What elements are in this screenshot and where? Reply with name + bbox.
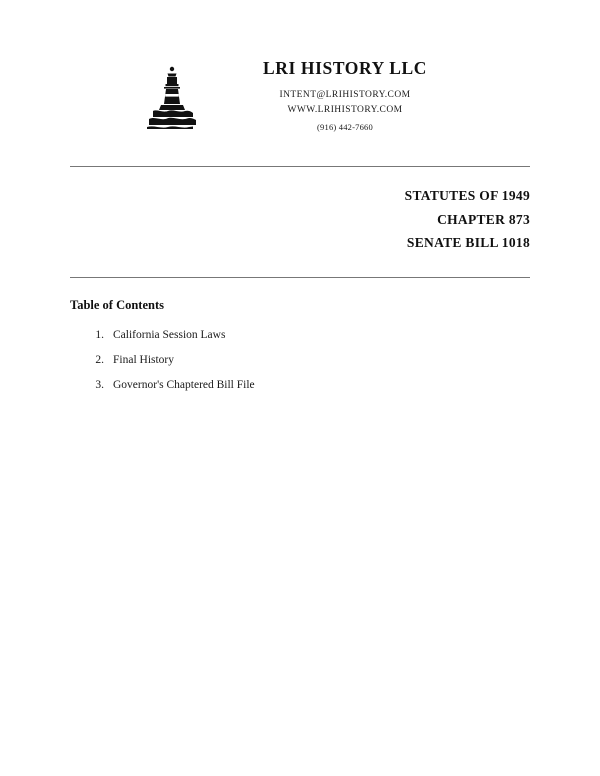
lighthouse-logo-icon: [133, 62, 211, 134]
company-phone: (916) 442-7660: [317, 122, 373, 133]
table-of-contents: [70, 278, 530, 393]
toc-item-number: 2.: [95, 353, 104, 366]
toc-item-number: 3.: [95, 379, 104, 392]
letterhead: [0, 0, 600, 134]
title-statutes-year: STATUTES OF 1949: [404, 188, 530, 203]
toc-item-label: Governor's Chaptered Bill File: [113, 379, 255, 392]
list-item[interactable]: [70, 327, 530, 343]
list-item[interactable]: [70, 352, 530, 368]
document-title-block: [70, 167, 530, 257]
brand-block: [213, 58, 478, 132]
title-bill: SENATE BILL 1018: [406, 235, 530, 251]
company-name: LRI HISTORY LLC: [263, 58, 427, 78]
toc-item-label: California Session Laws: [113, 328, 226, 341]
toc-heading: Table of Contents: [70, 297, 164, 312]
page-body-empty-area: [0, 402, 600, 403]
company-website: WWW.LRIHISTORY.COM: [287, 104, 403, 115]
list-item[interactable]: [70, 377, 530, 393]
toc-list: [70, 327, 530, 393]
company-email: INTENT@LRIHISTORY.COM: [279, 90, 411, 100]
toc-item-number: 1.: [95, 328, 104, 341]
toc-item-label: Final History: [113, 353, 175, 366]
title-chapter: CHAPTER 873: [437, 211, 530, 227]
